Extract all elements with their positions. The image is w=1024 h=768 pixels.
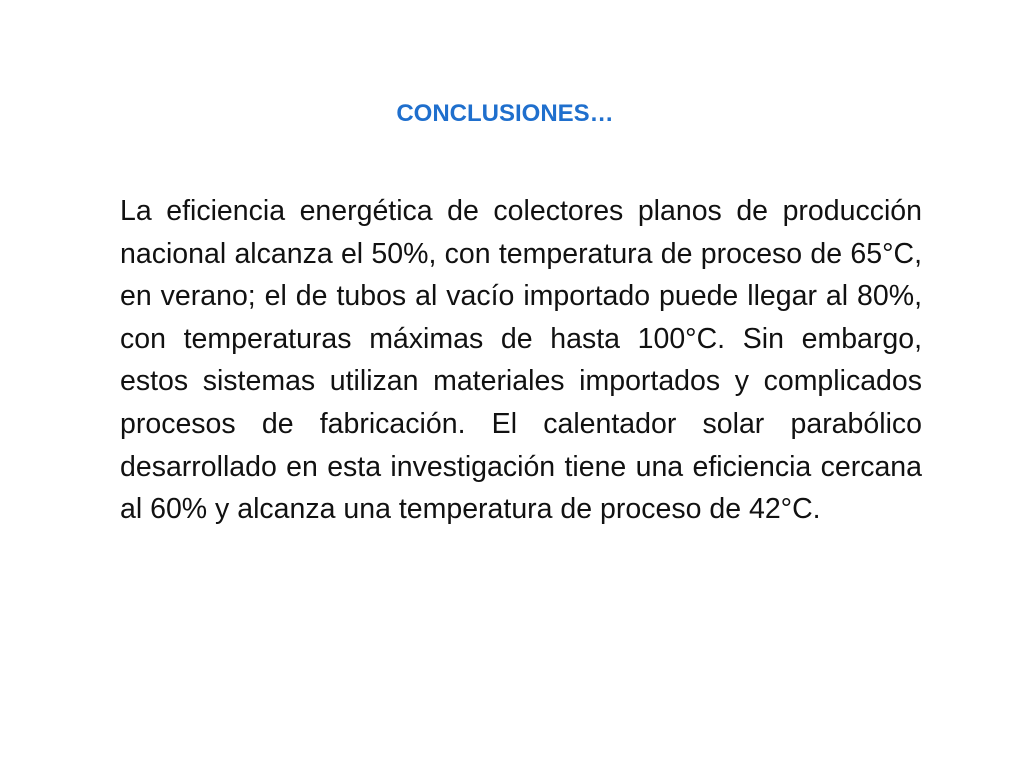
slide-title: CONCLUSIONES… xyxy=(396,100,614,127)
slide-title-container xyxy=(0,98,1024,130)
conclusion-paragraph: La eficiencia energética de colectores planos de producción nacional alcanza el 50%, con temperatura de proceso de 65°C, en verano; el de tubos al vacío importado puede llegar al 80%, con temperaturas máximas de hasta 100°C. Sin embargo, estos sistemas utilizan materiales importados y complicados procesos de fabricación. El calentador solar parabólico desarrollado en esta investigación tiene una eficiencia cercana al 60% y alcanza una temperatura de proceso de 42°C. xyxy=(120,195,922,526)
